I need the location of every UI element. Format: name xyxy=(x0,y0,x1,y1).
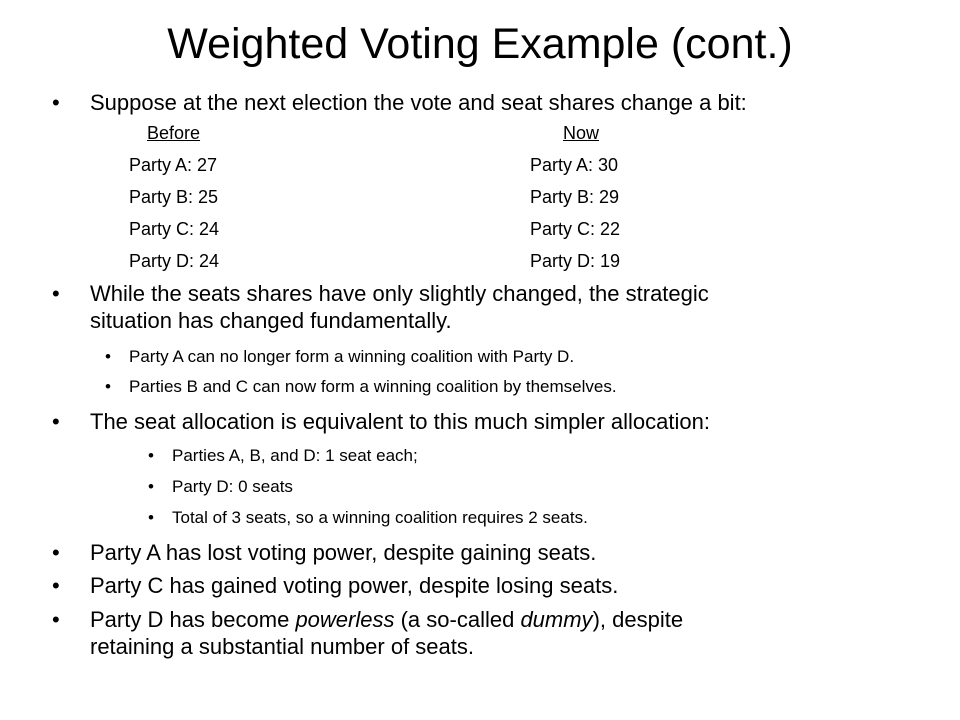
bullet-marker: • xyxy=(105,377,111,396)
now-row-d: Party D: 19 xyxy=(530,251,621,271)
equiv-sub-2: Party D: 0 seats xyxy=(172,477,293,496)
equiv-text: The seat allocation is equivalent to this much simpler allocation: xyxy=(90,409,710,434)
now-row-c: Party C: 22 xyxy=(530,219,621,239)
party-d-text-line2: retaining a substantial number of seats. xyxy=(90,634,475,659)
now-header: Now xyxy=(563,123,600,143)
change-text-line1: While the seats shares have only slightly changed, the strategic xyxy=(90,281,709,306)
bullet-marker: • xyxy=(148,446,154,465)
bullet-marker: • xyxy=(105,347,111,366)
bullet-marker: • xyxy=(52,90,60,115)
powerless-term: powerless xyxy=(295,607,395,632)
party-d-post: ), despite xyxy=(592,607,684,632)
bullet-marker: • xyxy=(52,281,60,306)
change-text-line2: situation has changed fundamentally. xyxy=(90,308,452,333)
dummy-term: dummy xyxy=(520,607,593,632)
bullet-marker: • xyxy=(52,409,60,434)
now-row-b: Party B: 29 xyxy=(530,187,620,207)
bullet-marker: • xyxy=(148,477,154,496)
party-a-text: Party A has lost voting power, despite gaining seats. xyxy=(90,540,597,565)
before-header: Before xyxy=(147,123,201,143)
bullet-marker: • xyxy=(52,540,60,565)
equiv-sub-1: Parties A, B, and D: 1 seat each; xyxy=(172,446,418,465)
before-row-c: Party C: 24 xyxy=(129,219,220,239)
party-d-mid: (a so-called xyxy=(394,607,521,632)
before-row-a: Party A: 27 xyxy=(129,155,218,175)
change-sub-1: Party A can no longer form a winning coalition with Party D. xyxy=(129,347,575,366)
party-c-text: Party C has gained voting power, despite losing seats. xyxy=(90,573,619,598)
bullet-marker: • xyxy=(148,508,154,527)
bullet-marker: • xyxy=(52,607,60,632)
slide-title: Weighted Voting Example (cont.) xyxy=(167,20,793,68)
party-d-pre: Party D has become xyxy=(90,607,296,632)
equiv-sub-3: Total of 3 seats, so a winning coalition requires 2 seats. xyxy=(172,508,588,527)
bullet-marker: • xyxy=(52,573,60,598)
intro-text: Suppose at the next election the vote and seat shares change a bit: xyxy=(90,90,747,115)
now-row-a: Party A: 30 xyxy=(530,155,619,175)
before-row-d: Party D: 24 xyxy=(129,251,220,271)
change-sub-2: Parties B and C can now form a winning coalition by themselves. xyxy=(129,377,617,396)
party-d-text-line1 xyxy=(90,606,683,633)
before-row-b: Party B: 25 xyxy=(129,187,219,207)
